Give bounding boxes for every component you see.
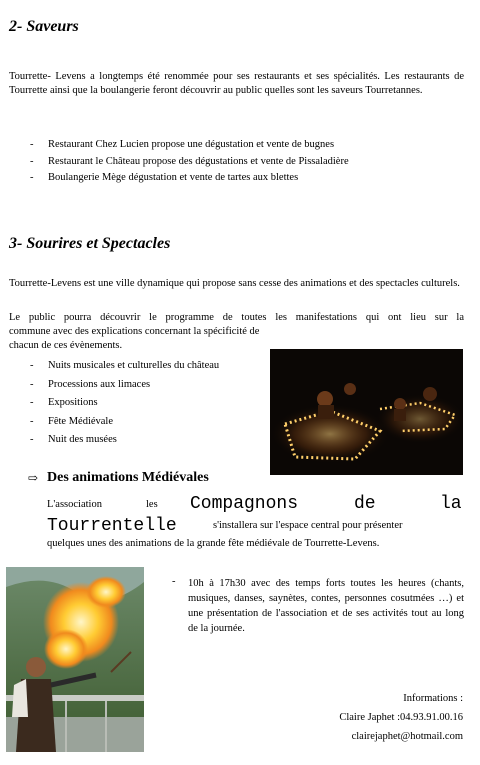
para2-line3: chacun de ces évènements.	[9, 340, 123, 351]
sourires-para2	[9, 311, 464, 353]
fire-breather-photo	[6, 567, 144, 752]
assoc-name-part3: la	[440, 494, 462, 514]
sourires-intro: Tourrette-Levens est une ville dynamique qui propose sans cesse des animations et des spectacles culturels.	[9, 278, 460, 289]
info-label: Informations :	[403, 693, 463, 704]
assoc-pre: L'association	[47, 499, 102, 510]
list-item: - Processions aux limaces	[30, 376, 260, 395]
assoc-line3: quelques unes des animations de la grande fête médiévale de Tourrette-Levens.	[47, 538, 380, 549]
saveurs-intro: Tourrette- Levens a longtemps été renommée pour ses restaurants et ses spécialités. Les restaurants de Tourrette ainsi que la boulangerie feront découvrir au public quelles sont les saveurs Tourretannes.	[9, 71, 464, 96]
list-item: - Expositions	[30, 394, 260, 413]
info-email: clairejaphet@hotmail.com	[351, 731, 463, 742]
schedule-dash: -	[172, 576, 176, 587]
sourires-list	[30, 357, 260, 450]
list-item: - Boulangerie Mège dégustation et vente de tartes aux blettes	[30, 170, 470, 187]
info-contact: Claire Japhet :04.93.91.00.16	[339, 712, 463, 723]
assoc-name-part4: Tourrentelle	[47, 516, 177, 536]
assoc-line2-rest: s'installera sur l'espace central pour présenter	[213, 520, 403, 531]
section-title-saveurs: 2- Saveurs	[9, 18, 79, 35]
list-item: - Restaurant Chez Lucien propose une dégustation et vente de bugnes	[30, 137, 470, 154]
list-item: - Nuit des musées	[30, 431, 260, 450]
schedule-text: 10h à 17h30 avec des temps forts toutes les heures (chants, musiques, danses, saynètes, contes, personnes cosutmées …) et une présentation de l'association et de ses activités tout au long de la journée.	[188, 578, 464, 634]
para2-line1: Le public pourra découvrir le programme de toutes les manifestations qui ont lieu sur la	[9, 312, 464, 323]
list-item: - Restaurant le Château propose des dégustations et vente de Pissaladière	[30, 154, 470, 171]
saveurs-list	[30, 137, 470, 187]
medieval-heading: Des animations Médiévales	[47, 470, 209, 485]
list-item: - Nuits musicales et culturelles du château	[30, 357, 260, 376]
night-fire-image	[270, 349, 463, 475]
assoc-name-part2: de	[354, 494, 376, 514]
night-fire-photo	[270, 349, 463, 475]
assoc-name-part1: Compagnons	[190, 494, 299, 514]
para2-line2: commune avec des explications concernant la spécificité de	[9, 326, 260, 337]
fire-breather-image	[6, 567, 144, 752]
section-title-sourires: 3- Sourires et Spectacles	[9, 235, 171, 252]
assoc-les: les	[146, 499, 158, 510]
arrow-right-icon: ⇨	[28, 471, 39, 485]
list-item: - Fête Médiévale	[30, 413, 260, 432]
